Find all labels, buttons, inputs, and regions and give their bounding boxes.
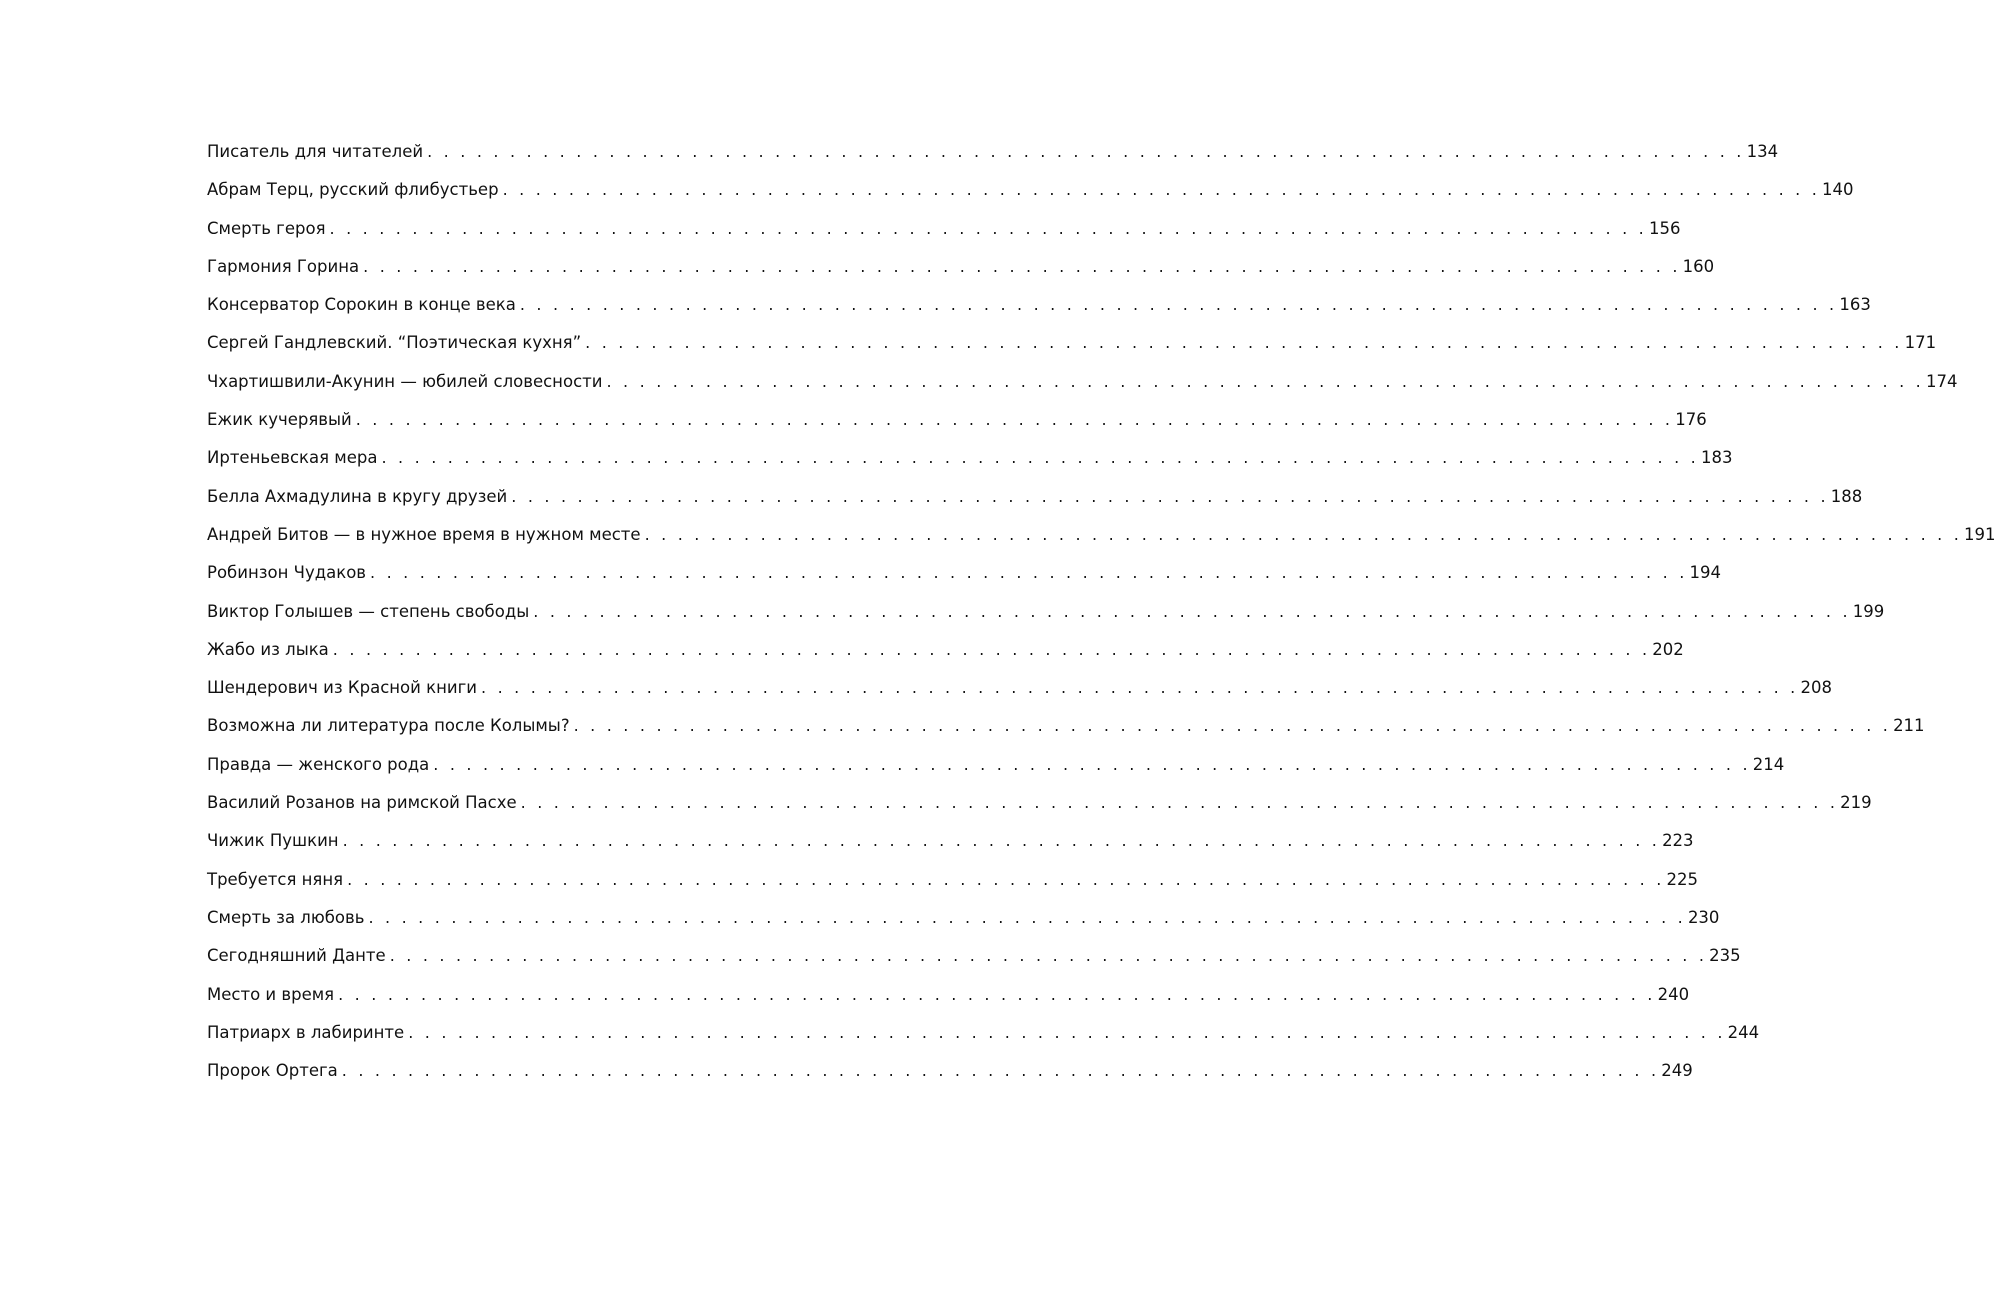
toc-dot-leader: . . . . . . . . . . . . . . . . . . . . . . . . . . . . . . . . . . . . . . . . . . . . . . . . . . . . . . . . . . . . . . . . . . . . . . . . . . . . . . . . [381, 448, 1699, 468]
toc-entry [207, 635, 1684, 673]
toc-entry-title: Иртеньевская мера [207, 448, 378, 468]
toc-entry-page-number: 194 [1689, 563, 1721, 583]
toc-dot-leader: . . . . . . . . . . . . . . . . . . . . . . . . . . . . . . . . . . . . . . . . . . . . . . . . . . . . . . . . . . . . . . . . . . . . . . . . . . . . . . . . [389, 946, 1708, 966]
toc-dot-leader: . . . . . . . . . . . . . . . . . . . . . . . . . . . . . . . . . . . . . . . . . . . . . . . . . . . . . . . . . . . . . . . . . . . . . . . . . . . . . . . . [573, 716, 1892, 736]
toc-entry [207, 175, 1854, 213]
toc-dot-leader: . . . . . . . . . . . . . . . . . . . . . . . . . . . . . . . . . . . . . . . . . . . . . . . . . . . . . . . . . . . . . . . . . . . . . . . . . . . . . . . . [502, 180, 1821, 200]
toc-entry-title: Андрей Битов — в нужное время в нужном месте [207, 524, 641, 544]
toc-entry-page-number: 223 [1662, 831, 1694, 851]
toc-entry [207, 558, 1721, 596]
toc-entry [207, 788, 1872, 826]
toc-entry [207, 903, 1720, 941]
toc-entry-title: Сегодняшний Данте [207, 946, 386, 966]
toc-dot-leader: . . . . . . . . . . . . . . . . . . . . . . . . . . . . . . . . . . . . . . . . . . . . . . . . . . . . . . . . . . . . . . . . . . . . . . . . . . . . . . . . [347, 869, 1665, 889]
toc-entry-title: Абрам Терц, русский флибустьер [207, 180, 499, 200]
toc-entry-page-number: 176 [1675, 410, 1707, 430]
toc-entry [207, 443, 1733, 481]
toc-entry [207, 980, 1690, 1018]
toc-dot-leader: . . . . . . . . . . . . . . . . . . . . . . . . . . . . . . . . . . . . . . . . . . . . . . . . . . . . . . . . . . . . . . . . . . . . . . . . . . . . . . . . [329, 218, 1647, 238]
toc-entry [207, 1056, 1693, 1094]
toc-dot-leader: . . . . . . . . . . . . . . . . . . . . . . . . . . . . . . . . . . . . . . . . . . . . . . . . . . . . . . . . . . . . . . . . . . . . . . . . . . . . . . . . [606, 371, 1924, 391]
toc-entry-page-number: 134 [1746, 142, 1779, 161]
toc-entry [207, 520, 1996, 558]
toc-dot-leader: . . . . . . . . . . . . . . . . . . . . . . . . . . . . . . . . . . . . . . . . . . . . . . . . . . . . . . . . . . . . . . . . . . . . . . . . . . . . . . . . [368, 907, 1686, 927]
toc-entry [207, 711, 1925, 749]
toc-dot-leader: . . . . . . . . . . . . . . . . . . . . . . . . . . . . . . . . . . . . . . . . . . . . . . . . . . . . . . . . . . . . . . . . . . . . . . . . . . . . . . . . [520, 793, 1839, 813]
toc-entry-title: Место и время [207, 984, 335, 1004]
toc-entry-page-number: 211 [1893, 716, 1925, 736]
toc-entry-title: Робинзон Чудаков [207, 563, 367, 583]
toc-entry-title: Жабо из лыка [207, 639, 329, 659]
toc-dot-leader: . . . . . . . . . . . . . . . . . . . . . . . . . . . . . . . . . . . . . . . . . . . . . . . . . . . . . . . . . . . . . . . . . . . . . . . . . . . . . . . . [481, 678, 1799, 698]
toc-dot-leader: . . . . . . . . . . . . . . . . . . . . . . . . . . . . . . . . . . . . . . . . . . . . . . . . . . . . . . . . . . . . . . . . . . . . . . . . . . . . . . . . [338, 984, 1656, 1004]
toc-entry [207, 941, 1741, 979]
toc-dot-leader: . . . . . . . . . . . . . . . . . . . . . . . . . . . . . . . . . . . . . . . . . . . . . . . . . . . . . . . . . . . . . . . . . . . . . . . . . . . . . . . . [433, 754, 1751, 774]
toc-entry-page-number: 188 [1830, 486, 1863, 506]
toc-entry-title: Патриарх в лабиринте [207, 1022, 405, 1042]
toc-dot-leader: . . . . . . . . . . . . . . . . . . . . . . . . . . . . . . . . . . . . . . . . . . . . . . . . . . . . . . . . . . . . . . . . . . . . . . . . . . . . . . . . [427, 142, 1745, 161]
toc-entry [207, 252, 1715, 290]
toc-entry-page-number: 174 [1925, 371, 1958, 391]
toc-entry-title: Консерватор Сорокин в конце века [207, 295, 516, 315]
toc-entry-title: Пророк Ортега [207, 1061, 338, 1081]
toc-entry-page-number: 208 [1800, 678, 1832, 698]
toc-entry-page-number: 219 [1840, 793, 1872, 813]
toc-entry-title: Смерть за любовь [207, 907, 365, 927]
toc-dot-leader: . . . . . . . . . . . . . . . . . . . . . . . . . . . . . . . . . . . . . . . . . . . . . . . . . . . . . . . . . . . . . . . . . . . . . . . . . . . . . . . . [370, 563, 1688, 583]
toc-entry-page-number: 183 [1700, 448, 1733, 468]
toc-dot-leader: . . . . . . . . . . . . . . . . . . . . . . . . . . . . . . . . . . . . . . . . . . . . . . . . . . . . . . . . . . . . . . . . . . . . . . . . . . . . . . . . [332, 639, 1651, 659]
toc-entry [207, 826, 1694, 864]
toc-dot-leader: . . . . . . . . . . . . . . . . . . . . . . . . . . . . . . . . . . . . . . . . . . . . . . . . . . . . . . . . . . . . . . . . . . . . . . . . . . . . . . . . [511, 486, 1829, 506]
toc-entry-page-number: 156 [1648, 218, 1681, 238]
toc-entry-page-number: 191 [1964, 524, 1996, 544]
toc-entry-title: Сергей Гандлевский. “Поэтическая кухня” [207, 333, 582, 353]
toc-entry [207, 290, 1871, 328]
toc-entry-page-number: 160 [1682, 256, 1715, 276]
toc-entry-title: Василий Розанов на римской Пасхе [207, 793, 517, 813]
toc-dot-leader: . . . . . . . . . . . . . . . . . . . . . . . . . . . . . . . . . . . . . . . . . . . . . . . . . . . . . . . . . . . . . . . . . . . . . . . . . . . . . . . . [355, 410, 1674, 430]
toc-entry-title: Чхартишвили-Акунин — юбилей словесности [207, 371, 603, 391]
toc-entry [207, 673, 1832, 711]
toc-entry-title: Виктор Голышев — степень свободы [207, 601, 530, 621]
toc-entry [207, 137, 1779, 175]
toc-dot-leader: . . . . . . . . . . . . . . . . . . . . . . . . . . . . . . . . . . . . . . . . . . . . . . . . . . . . . . . . . . . . . . . . . . . . . . . . . . . . . . . . [342, 831, 1661, 851]
toc-entry-title: Возможна ли литература после Колымы? [207, 716, 570, 736]
toc-entry-page-number: 163 [1839, 295, 1871, 315]
toc-entry-page-number: 230 [1687, 907, 1720, 927]
toc-entry-page-number: 214 [1752, 754, 1785, 774]
toc-dot-leader: . . . . . . . . . . . . . . . . . . . . . . . . . . . . . . . . . . . . . . . . . . . . . . . . . . . . . . . . . . . . . . . . . . . . . . . . . . . . . . . . [519, 295, 1838, 315]
toc-entry-page-number: 240 [1657, 984, 1690, 1004]
table-of-contents [207, 137, 1996, 1094]
toc-entry [207, 1018, 1760, 1056]
toc-entry-page-number: 199 [1852, 601, 1885, 621]
toc-entry-title: Смерть героя [207, 218, 326, 238]
toc-entry-title: Шендерович из Красной книги [207, 678, 477, 698]
toc-entry [207, 482, 1863, 520]
toc-entry-page-number: 171 [1904, 333, 1937, 353]
toc-entry-title: Гармония Горина [207, 256, 360, 276]
toc-dot-leader: . . . . . . . . . . . . . . . . . . . . . . . . . . . . . . . . . . . . . . . . . . . . . . . . . . . . . . . . . . . . . . . . . . . . . . . . . . . . . . . . [585, 333, 1903, 353]
toc-dot-leader: . . . . . . . . . . . . . . . . . . . . . . . . . . . . . . . . . . . . . . . . . . . . . . . . . . . . . . . . . . . . . . . . . . . . . . . . . . . . . . . . [341, 1061, 1660, 1081]
toc-entry-page-number: 225 [1666, 869, 1699, 889]
toc-dot-leader: . . . . . . . . . . . . . . . . . . . . . . . . . . . . . . . . . . . . . . . . . . . . . . . . . . . . . . . . . . . . . . . . . . . . . . . . . . . . . . . . [408, 1022, 1726, 1042]
toc-entry-page-number: 235 [1709, 946, 1741, 966]
toc-dot-leader: . . . . . . . . . . . . . . . . . . . . . . . . . . . . . . . . . . . . . . . . . . . . . . . . . . . . . . . . . . . . . . . . . . . . . . . . . . . . . . . . [644, 524, 1963, 544]
toc-entry [207, 214, 1681, 252]
toc-entry-title: Писатель для читателей [207, 142, 424, 161]
toc-entry-page-number: 140 [1822, 180, 1854, 200]
toc-dot-leader: . . . . . . . . . . . . . . . . . . . . . . . . . . . . . . . . . . . . . . . . . . . . . . . . . . . . . . . . . . . . . . . . . . . . . . . . . . . . . . . . [363, 256, 1681, 276]
toc-entry-title: Правда — женского рода [207, 754, 430, 774]
toc-entry-page-number: 249 [1661, 1061, 1693, 1081]
toc-entry [207, 367, 1958, 405]
toc-entry-page-number: 244 [1727, 1022, 1760, 1042]
toc-dot-leader: . . . . . . . . . . . . . . . . . . . . . . . . . . . . . . . . . . . . . . . . . . . . . . . . . . . . . . . . . . . . . . . . . . . . . . . . . . . . . . . . [533, 601, 1851, 621]
toc-entry [207, 597, 1885, 635]
toc-entry [207, 405, 1707, 443]
toc-entry-title: Требуется няня [207, 869, 344, 889]
toc-entry-page-number: 202 [1652, 639, 1684, 659]
toc-entry-title: Ежик кучерявый [207, 410, 352, 430]
toc-entry-title: Белла Ахмадулина в кругу друзей [207, 486, 508, 506]
toc-entry [207, 865, 1699, 903]
toc-entry-title: Чижик Пушкин [207, 831, 339, 851]
toc-entry [207, 750, 1785, 788]
toc-entry [207, 328, 1937, 366]
